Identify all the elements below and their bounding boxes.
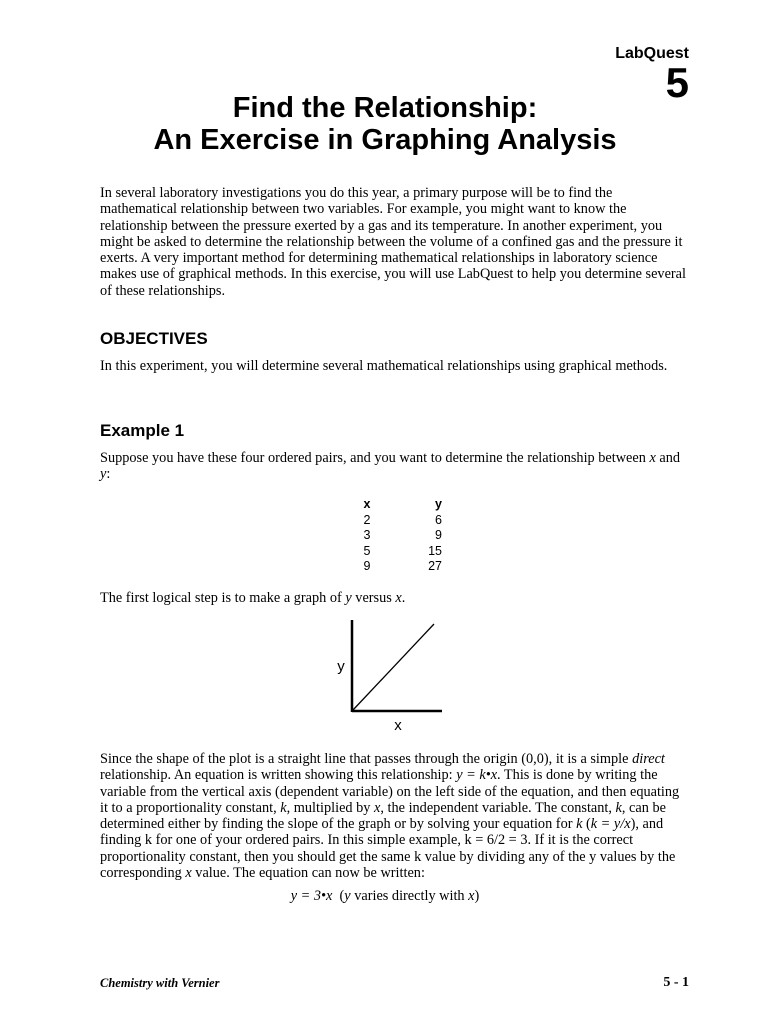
table-row bbox=[352, 528, 442, 544]
cell-x: 5 bbox=[363, 543, 371, 558]
graph-step-text: The first logical step is to make a graph of y versus x. bbox=[100, 590, 406, 606]
explanation-paragraph: Since the shape of the plot is a straight line that passes through the origin (0,0), it is a simple direct relationship. An equation is written showing this relationship: y = k•x. This is done by writing the variable from the vertical axis (dependent variable) on the left side of the equation, and then equating it to a proportionality constant, k, multiplied by x, the independent variable. The constant, k, can be determined either by finding the slope of the graph or by solving your equation for k (k = y/x), and finding k for one of your ordered pairs. In this simple example, k = 6/2 = 3. If it is the correct proportionality constant, then you should get the same k value by dividing any of the y values by the corresponding x value. The equation can now be written: bbox=[100, 751, 680, 882]
direct-relationship-graph bbox=[330, 616, 450, 736]
graph-x-label: x bbox=[394, 717, 402, 734]
page-title bbox=[0, 92, 770, 156]
cell-x: 9 bbox=[363, 559, 371, 573]
objectives-heading: OBJECTIVES bbox=[100, 329, 208, 348]
direct-trend-line bbox=[353, 624, 434, 710]
title-line-2: An Exercise in Graphing Analysis bbox=[153, 124, 617, 156]
chapter-number: 5 bbox=[665, 59, 689, 106]
table-row bbox=[352, 513, 442, 529]
ordered-pairs-table bbox=[352, 497, 442, 575]
table-row bbox=[352, 559, 442, 575]
objectives-paragraph: In this experiment, you will determine several mathematical relationships using graphical methods. bbox=[100, 358, 668, 374]
example1-heading: Example 1 bbox=[100, 421, 185, 440]
cell-y: 6 bbox=[435, 512, 442, 527]
example1-intro: Suppose you have these four ordered pairs, and you want to determine the relationship between x and y: bbox=[100, 450, 681, 483]
graph-y-label: y bbox=[337, 658, 345, 675]
table-header-row bbox=[352, 497, 442, 513]
column-header-y: y bbox=[435, 497, 442, 511]
footer-book-title: Chemistry with Vernier bbox=[100, 976, 220, 990]
table-row bbox=[352, 544, 442, 560]
cell-x: 3 bbox=[363, 528, 371, 542]
cell-y: 9 bbox=[435, 528, 442, 542]
cell-y: 27 bbox=[428, 559, 442, 573]
column-header-x: x bbox=[363, 497, 371, 511]
intro-paragraph: In several laboratory investigations you do this year, a primary purpose will be to find the mathematical relationship between two variables. For example, you might want to know the relationship between the pressure exerted by a gas and its temperature. In another experiment, you might be asked to determine the relationship between the volume of a confined gas and the pressure it exerts. A very important method for determining mathematical relationships in laboratory science makes use of graphical methods. In this exercise, you will use LabQuest to help you determine several of these relationships. bbox=[100, 185, 687, 299]
cell-x: 2 bbox=[363, 512, 371, 527]
footer-page-number: 5 - 1 bbox=[663, 975, 689, 990]
series-label: LabQuest bbox=[615, 45, 689, 62]
cell-y: 15 bbox=[428, 543, 442, 558]
title-line-1: Find the Relationship: bbox=[232, 92, 538, 124]
direct-equation: y = 3•x (y varies directly with x) bbox=[290, 888, 480, 904]
